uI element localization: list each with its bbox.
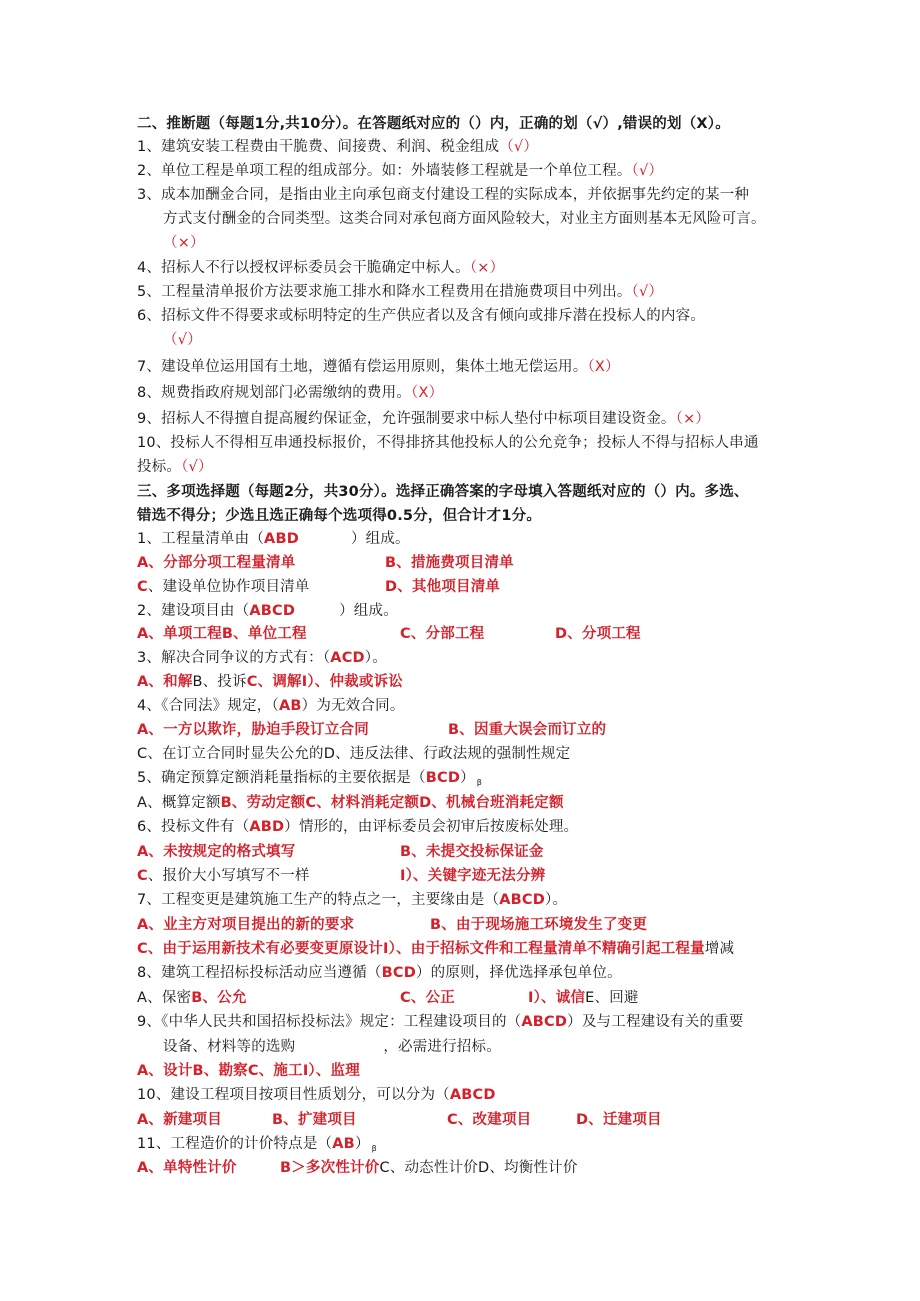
q2-stem: 2、建设项目由（ABCD ）组成。 — [137, 603, 398, 619]
s2-item-5: 5、工程量清单报价方法要求施工排水和降水工程费用在措施费项目中列出。（√） — [137, 284, 664, 300]
q6-option-b: B、未提交投标保证金 — [400, 844, 544, 860]
q4-option-b: B、因重大误会而订立的 — [448, 722, 607, 738]
q4-option-cd: C、在订立合同时显失公允的D、违反法律、行政法规的强制性规定 — [137, 746, 571, 762]
q8-stem: 8、建筑工程招标投标活动应当遵循（BCD）的原则，择优选择承包单位。 — [137, 965, 622, 981]
section3-heading-line1: 三、多项选择题（每题2分，共30分）。选择正确答案的字母填入答题纸对应的（）内。多选、 — [137, 484, 749, 500]
q6-option-c: C、报价大小写填写不一样 — [137, 868, 310, 884]
s2-item-3: 3、成本加酬金合同，是指由业主向承包商支付建设工程的实际成本，并依据事先约定的某一种 — [137, 187, 750, 203]
q7-option-b: B、由于现场施工环境发生了变更 — [430, 917, 648, 933]
q7-option-a: A、业主方对项目提出的新的要求 — [137, 917, 355, 933]
q2-option-d: D、分项工程 — [555, 626, 641, 642]
q7-option-cd: C、由于运用新技术有必要变更原设计I）、由于招标文件和工程量清单不精确引起工程量增减 — [137, 941, 735, 957]
s2-item-6: 6、招标文件不得要求或标明特定的生产供应者以及含有倾向或排斥潜在投标人的内容。 — [137, 308, 706, 324]
q3-options: A、和解B、投诉C、调解I）、仲裁或诉讼 — [137, 674, 403, 690]
section2-heading: 二、推断题（每题1分,共10分）。在答题纸对应的（）内，正确的划（√）,错误的划（X）。 — [137, 116, 730, 132]
q6-stem: 6、投标文件有（ABD）情形的，由评标委员会初审后按废标处理。 — [137, 819, 579, 835]
s2-item-10: 10、投标人不得相互串通投标报价，不得排挤其他投标人的公允竞争；投标人不得与招标人串通 — [137, 435, 759, 451]
s2-item-8: 8、规费指政府规划部门必需缴纳的费用。（X） — [137, 385, 444, 401]
q6-option-d: I）、关键字迹无法分辨 — [400, 868, 546, 884]
q10-option-a: A、新建项目 — [137, 1112, 222, 1128]
s2-item-6-answer: （√） — [163, 332, 202, 348]
q5-options: A、概算定额B、劳动定额C、材料消耗定额D、机械台班消耗定额 — [137, 795, 564, 811]
q10-option-b: B、扩建项目 — [272, 1112, 357, 1128]
q4-option-a: A、一方以欺诈，胁迫手段订立合同 — [137, 722, 369, 738]
s2-item-9: 9、招标人不得擅自提高履约保证金，允许强制要求中标人垫付中标项目建设资金。（×） — [137, 411, 711, 427]
q10-option-d: D、迁建项目 — [576, 1112, 662, 1128]
q1-stem: 1、工程量清单由（ABD ）组成。 — [137, 531, 410, 547]
q1-option-b: B、措施费项目清单 — [385, 555, 514, 571]
q2-option-c: C、分部工程 — [400, 626, 485, 642]
q9-stem: 9、《中华人民共和国招标投标法》规定：工程建设项目的（ABCD）及与工程建设有关的重要 — [137, 1014, 744, 1030]
q2-option-ab: A、单项工程B、单位工程 — [137, 626, 307, 642]
q9-stem-cont: 设备、材料等的选购 ，必需进行招标。 — [163, 1039, 501, 1055]
q11-option-a: A、单特性计价 — [137, 1160, 237, 1176]
q6-option-a: A、未按规定的格式填写 — [137, 844, 296, 860]
q9-options: A、设计B、勘察C、施工I）、监理 — [137, 1063, 360, 1079]
s2-item-4: 4、招标人不行以授权评标委员会干脆确定中标人。（×） — [137, 260, 505, 276]
q4-stem: 4、《合同法》规定，（AB）为无效合同。 — [137, 698, 405, 714]
s2-item-10-cont: 投标。（√） — [137, 459, 213, 475]
q11-stem: 11、工程造价的计价特点是（AB） $_\beta$ — [137, 1136, 377, 1153]
s2-item-2: 2、单位工程是单项工程的组成部分。如：外墙装修工程就是一个单位工程。（√） — [137, 163, 664, 179]
q3-stem: 3、解决合同争议的方式有：（ACD）。 — [137, 650, 387, 666]
q8-option-de: I）、诚信E、回避 — [528, 990, 639, 1006]
q1-option-d: D、其他项目清单 — [385, 579, 501, 595]
q1-option-a: A、分部分项工程量清单 — [137, 555, 296, 571]
q7-stem: 7、工程变更是建筑施工生产的特点之一，主要缘由是（ABCD）。 — [137, 892, 568, 908]
q5-stem: 5、确定预算定额消耗量指标的主要依据是（BCD） $_\beta$ — [137, 770, 483, 787]
q8-option-c: C、公正 — [400, 990, 455, 1006]
s2-item-3-cont: 方式支付酬金的合同类型。这类合同对承包商方面风险较大，对业主方面则基本无风险可言。 — [163, 211, 766, 227]
s2-item-1: 1、建筑安装工程费由干脆费、间接费、利润、税金组成（√） — [137, 139, 539, 155]
q1-option-c: C、建设单位协作项目清单 — [137, 579, 310, 595]
q10-option-c: C、改建项目 — [447, 1112, 532, 1128]
q8-option-ab: A、保密B、公允 — [137, 990, 247, 1006]
q10-stem: 10、建设工程项目按项目性质划分，可以分为（ABCD — [137, 1087, 496, 1103]
q11-option-bcd: B＞多次性计价C、动态性计价D、均衡性计价 — [280, 1160, 578, 1176]
section3-heading-line2: 错选不得分；少选且选正确每个选项得0.5分，但合计才1分。 — [137, 508, 542, 524]
s2-item-3-answer: （×） — [163, 235, 205, 251]
s2-item-7: 7、建设单位运用国有土地，遵循有偿运用原则，集体土地无偿运用。（X） — [137, 359, 620, 375]
